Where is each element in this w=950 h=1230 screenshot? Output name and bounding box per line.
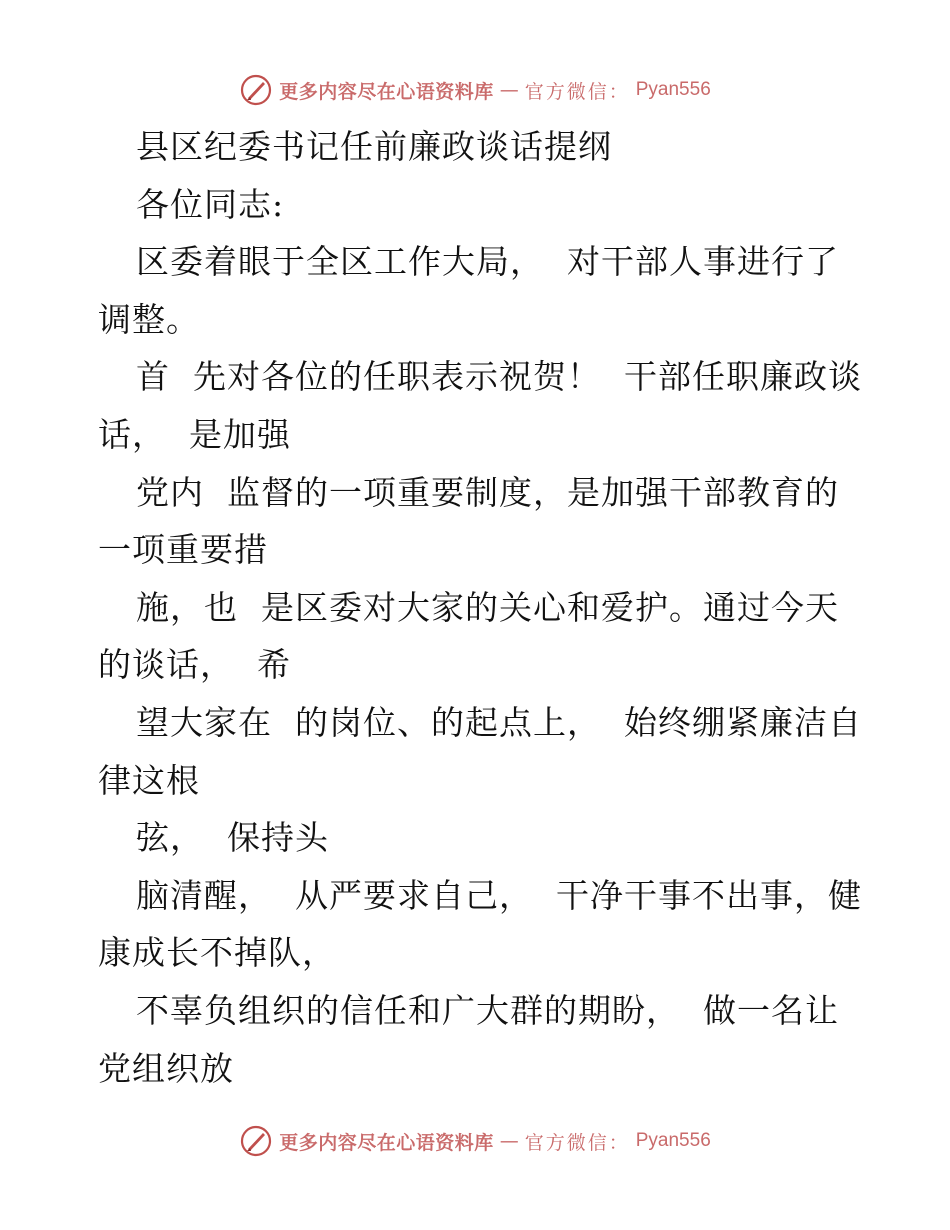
text-line: 各位同志: (136, 184, 285, 224)
watermark-id-text: Pyan556 (635, 1130, 711, 1151)
watermark-id-text: Pyan556 (635, 79, 711, 100)
text-line: 首 先对各位的任职表示祝贺！ 干部任职廉政谈 (136, 357, 862, 397)
watermark-main-text: 更多内容尽在心语资料库 (279, 80, 494, 103)
text-line: 话， 是加强 (98, 414, 291, 454)
watermark-sub-text: 官方微信： (524, 80, 630, 103)
text-line: 区委着眼于全区工作大局， 对干部人事进行了 (136, 242, 839, 282)
text-line: 一项重要措 (98, 530, 268, 570)
text-line: 康成长不掉队， (98, 933, 336, 973)
text-line: 弦， 保持头 (136, 818, 329, 858)
watermark-sub-text: 官方微信： (524, 1131, 630, 1154)
text-line: 不辜负组织的信任和广大群的期盼， 做一名让 (136, 990, 839, 1030)
text-line: 党组织放 (98, 1048, 234, 1088)
text-line: 的谈话， 希 (98, 645, 291, 685)
text-line: 脑清醒， 从严要求自己， 干净干事不出事，健 (136, 875, 862, 915)
text-line: 党内 监督的一项重要制度，是加强干部教育的 (136, 472, 839, 512)
text-line: 调整。 (98, 299, 200, 339)
watermark-header (0, 70, 950, 110)
watermark-dash: — (499, 1130, 519, 1152)
text-line: 县区纪委书记任前廉政谈话提纲 (136, 127, 612, 166)
quill-logo-icon (239, 73, 273, 107)
text-line: 望大家在 的岗位、的起点上， 始终绷紧廉洁自 (136, 702, 862, 742)
watermark-dash: — (499, 79, 519, 101)
document-body (98, 118, 862, 1097)
text-line: 律这根 (98, 760, 200, 800)
watermark-footer (0, 1121, 950, 1161)
quill-logo-icon (239, 1124, 273, 1158)
text-line: 施，也 是区委对大家的关心和爱护。通过今天 (136, 587, 839, 627)
watermark-main-text: 更多内容尽在心语资料库 (279, 1131, 494, 1154)
